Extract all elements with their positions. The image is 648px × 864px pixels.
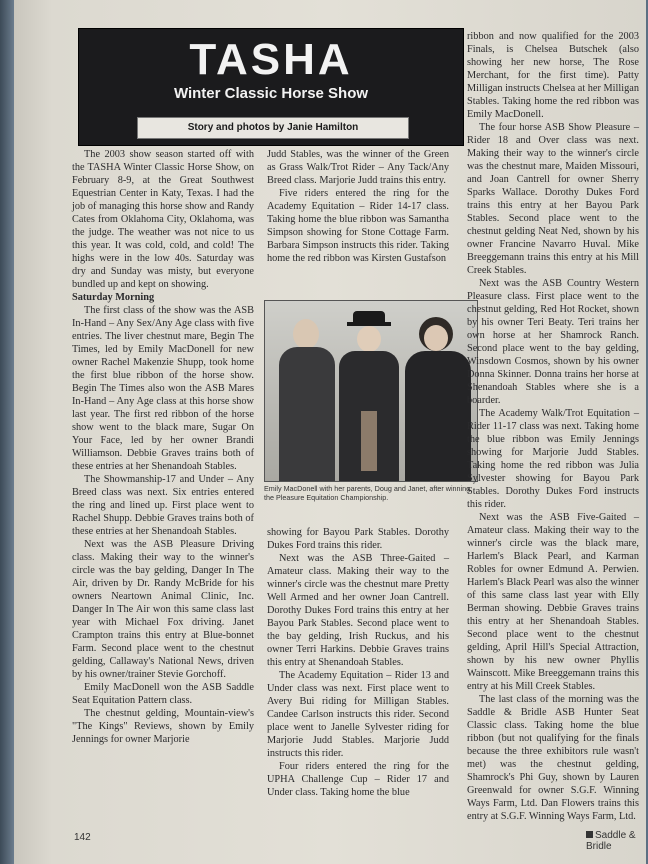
article-paragraph: The four horse ASB Show Pleasure – Rider 18 and Over class was next. Making their way to the winner's circle was the chestnut mare, Maiden Missouri, and Joan Cantrell for owner Sherry Sparks Wallace. Dorothy Dukes Ford trains this entry at her Bayou Park Stables. Second place went to the chestnut gelding Neat Ned, shown by his owner Francine Navarro Huval. Mike Breeggemann trains this entry at his Mill Creek Stables.	[467, 122, 639, 276]
article-paragraph: Next was the ASB Three-Gaited – Amateur class. Making their way to the winner's circle was the chestnut mare Pretty Well Armed and her owner Joan Cantrell. Dorothy Dukes Ford trains this entry at her Bayou Park Stables. Second place went to the bay gelding, Irish Ruckus, and his owner Terri Harkins. Debbie Graves trains this entry at Shenandoah Stables.	[267, 553, 449, 668]
article-paragraph: The first class of the show was the ASB In-Hand – Any Sex/Any Age class with five entries. The liver chestnut mare, Begin The Times, led by Emily MacDonell for new owner Rachel Makenzie Shupp, took home the first blue ribbon of the horse show. Begin The Times also won the ASB Mares In-Hand – Any Age class at this horse show last year. The first red ribbon of the horse show went to the black mare, Sugar On Your Face, led by her owner Brandi Williamson. Debbie Graves trains both of these entries at her Shenandoah Stables.	[72, 305, 254, 472]
article-paragraph: ribbon and now qualified for the 2003 Finals, is Chelsea Butschek (also showing her new horse, The Rose Merchant, for the first time). Patty Milligan instructs Chelsea at her Milligan Stables. Taking home the red ribbon was Emily MacDonell.	[467, 31, 639, 120]
article-paragraph: Next was the ASB Five-Gaited – Amateur class. Making their way to the winner's circle was the black mare, Harlem's Black Pearl, and Karman Robles for owner Edmund A. Perwien. Harlem's Black Pearl was also the winner of this same class last year with Elly Berman showing. Debbie Graves trains this entry at her Shenandoah Stables. Second place went to the chestnut gelding, April Hill's Special Attraction, shown by his new owner Phyllis Wainscott. Mike Breeggemann trains this entry at his Mill Creek Stables.	[467, 512, 639, 692]
bullet-icon	[586, 831, 593, 838]
article-paragraph: The 2003 show season started off with the TASHA Winter Classic Horse Show, on February 8-9, at the Great Southwest Equestrian Center in Katy, Texas. I had the job of managing this horse show and Randy Cates from Oklahoma City, Oklahoma, was the judge. The weather was not nice to us this year. It was cold, cold, and cold! The highs were in the low 40s. Saturday was dry and Sunday was misty, but everyone bundled up and kept on showing.	[72, 149, 254, 290]
article-paragraph: The Academy Walk/Trot Equitation – Rider 11-17 class was next. Taking home the blue ribbon was Emily Jennings showing for Marjorie Judd Stables. Taking home the red ribbon was Julia Sylvester showing for Bayou Park Stables. Dorothy Dukes Ford instructs this rider.	[467, 408, 639, 510]
page-number: 142	[74, 832, 91, 843]
article-paragraph: The last class of the morning was the Saddle & Bridle ASB Hunter Seat Classic class. Taking home the blue ribbon (but not qualifying for the finals because the three exhibitors rule wasn't met) was the chestnut gelding, Shamrock's Phi Guy, shown by Lauren Greenwald for owner S.G.F. Winning Ways Farm, Ltd. Dan Flowers trains this entry at S.G.F. Winning Ways Farm, Ltd.	[467, 694, 639, 822]
person-left-figure	[279, 319, 335, 481]
book-spine	[0, 0, 14, 864]
magazine-page	[14, 0, 646, 864]
article-paragraph: Five riders entered the ring for the Academy Equitation – Rider 14-17 class. Taking home the blue ribbon was Samantha Simpson showing for Stone Cottage Farm. Barbara Simpson instructs this rider. Taking home the red ribbon was Kirsten Gustafson	[267, 188, 449, 264]
column-3	[467, 30, 639, 823]
article-paragraph: Four riders entered the ring for the UPHA Challenge Cup – Rider 17 and Under class. Taking home the blue	[267, 761, 449, 798]
column-1	[72, 148, 254, 746]
article-paragraph: Next was the ASB Pleasure Driving class. Making their way to the winner's circle was the bay gelding, Danger In The Air, driven by Dr. Randy McBride for his owners Neartown Animal Clinic, Inc. Danger In The Air won this same class last year with Michael Fox driving. Janet Crampton trains this entry at Blue-bonnet Farm. Second place went to the chestnut gelding, Callaway's National News, driven by his owner/trainer Stevie Gorchoff.	[72, 539, 254, 680]
article-title: TASHA	[189, 35, 353, 84]
byline: Story and photos by Janie Hamilton	[137, 117, 409, 139]
article-paragraph: showing for Bayou Park Stables. Dorothy Dukes Ford trains this rider.	[267, 527, 449, 551]
rider-center-figure	[335, 311, 403, 481]
article-paragraph: Judd Stables, was the winner of the Green as Grass Walk/Trot Rider – Any Tack/Any Breed class. Marjorie Judd trains this entry.	[267, 149, 449, 186]
publication-label: Saddle & Bridle	[586, 830, 636, 852]
article-paragraph: Next was the ASB Country Western Pleasure class. First place went to the chestnut gelding, Red Hot Rocket, shown by his owner Teri Beaty. Teri trains her own horse at her Shamrock Ranch. Second place went to the bay gelding, Winsdown Cosmos, shown by his owner Donna Skinner. Donna trains her horse at Shenandoah Stables where she is a boarder.	[467, 278, 639, 406]
article-paragraph: The Showmanship-17 and Under – Any Breed class was next. Six entries entered the ring and lined up. First place went to Rachel Shupp. Debbie Graves trains both of these entries at her Shenandoah Stables.	[72, 474, 254, 537]
photo-caption: Emily MacDonell with her parents, Doug and Janet, after winning the Pleasure Equitation Championship.	[264, 484, 471, 502]
article-paragraph: The Academy Equitation – Rider 13 and Under class was next. First place went to Avery Bui riding for Milligan Stables. Candee Carlson instructs this rider. Second place went to Janelle Sylvester riding for Marjorie Judd Stables. Marjorie Judd instructs this rider.	[267, 670, 449, 759]
publication-name	[586, 830, 646, 852]
person-right-figure	[403, 317, 473, 481]
column-2-top	[267, 148, 449, 265]
column-2-bottom	[267, 526, 449, 799]
title-banner	[78, 28, 464, 146]
section-heading: Saturday Morning	[72, 292, 155, 303]
article-photo	[264, 300, 478, 482]
article-paragraph: The chestnut gelding, Mountain-view's "The Kings" Reviews, shown by Emily Jennings for owner Marjorie	[72, 708, 254, 745]
article-paragraph: Emily MacDonell won the ASB Saddle Seat Equitation Pattern class.	[72, 682, 254, 706]
article-subtitle: Winter Classic Horse Show	[173, 85, 369, 102]
